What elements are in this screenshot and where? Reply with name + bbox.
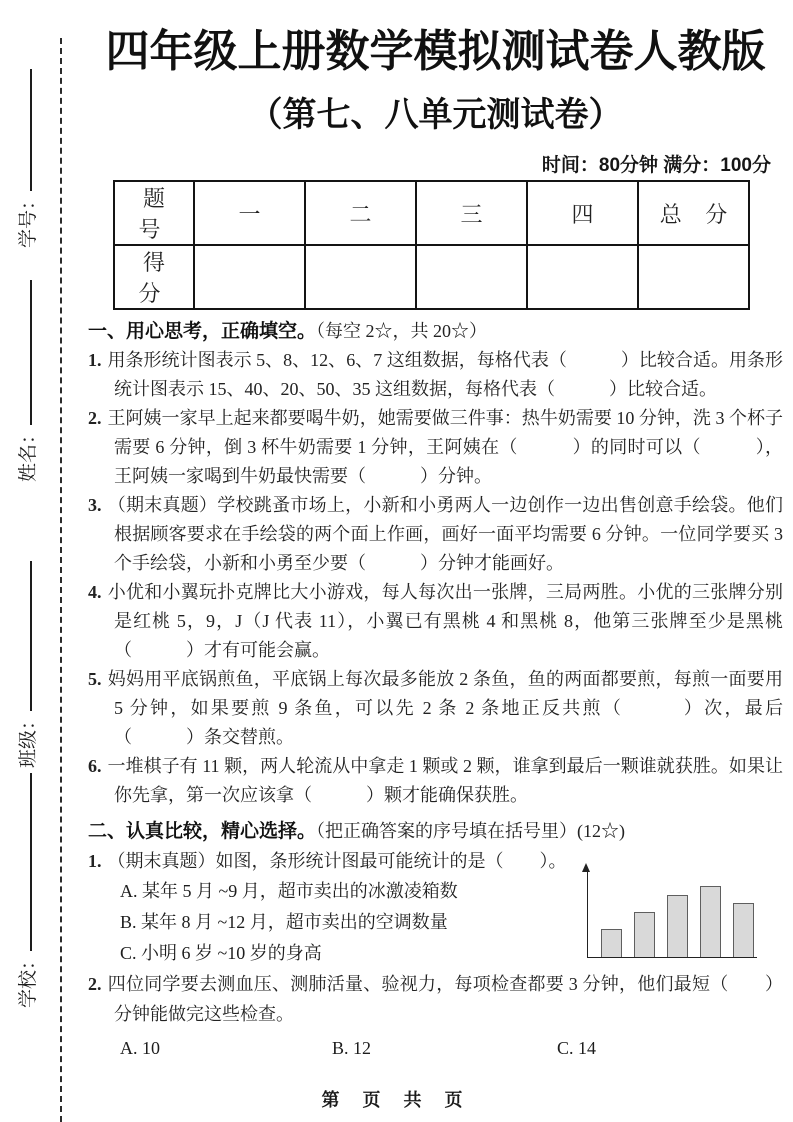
section-2-heading bbox=[88, 817, 783, 846]
choice-question-2-number: 2. bbox=[88, 974, 102, 994]
question-5 bbox=[88, 665, 783, 752]
score-table-header-row bbox=[114, 181, 749, 245]
score-empty-cell bbox=[638, 245, 749, 309]
exam-time-and-score-meta: 时间：80分钟 满分：100分 bbox=[541, 155, 771, 176]
choice-question-1-text: （期末真题）如图，条形统计图最可能统计的是（ ）。 bbox=[107, 851, 567, 871]
student-name-label: 姓名： bbox=[18, 424, 39, 482]
question-6-number: 6. bbox=[88, 756, 102, 776]
paper-subtitle: （第七、八单元测试卷） bbox=[248, 96, 623, 134]
class-blank-line bbox=[28, 561, 32, 711]
question-5-number: 5. bbox=[88, 669, 102, 689]
question-4 bbox=[88, 578, 783, 665]
score-empty-cell bbox=[527, 245, 638, 309]
student-id-label: 学号： bbox=[18, 190, 39, 248]
section-2-multiple-choice bbox=[88, 817, 783, 1064]
option-b: B. 12 bbox=[332, 1038, 372, 1058]
score-table-header-cell: 一 bbox=[194, 181, 305, 245]
question-3 bbox=[88, 491, 783, 578]
score-table-header-cell: 三 bbox=[416, 181, 527, 245]
question-4-text: 小优和小翼玩扑克牌比大小游戏，每人每次出一张牌，三局两胜。小优的三张牌分别是红桃 5，9，J（J 代表 11），小翼已有黑桃 4 和黑桃 8，他第三张牌至少是黑桃（ ）才有可能会赢。 bbox=[107, 582, 783, 660]
school-field bbox=[16, 773, 42, 1008]
section-1-fill-in-blanks bbox=[88, 317, 783, 810]
paper-title: 四年级上册数学模拟测试卷人教版 bbox=[105, 27, 766, 76]
choice-question-1-block bbox=[88, 846, 783, 969]
choice-question-2-text: 四位同学要去测血压、测肺活量、验视力，每项检查都要 3 分钟，他们最短（ ）分钟能做完这些检查。 bbox=[107, 974, 783, 1024]
question-1-number: 1. bbox=[88, 350, 102, 370]
score-table-header-cell: 四 bbox=[527, 181, 638, 245]
school-blank-line bbox=[28, 773, 32, 951]
question-4-number: 4. bbox=[88, 582, 102, 602]
section-2-heading-text: 二、认真比较，精心选择。 bbox=[88, 821, 317, 842]
question-2-number: 2. bbox=[88, 408, 102, 428]
class-label: 班级： bbox=[18, 710, 39, 768]
page-footer: 第 页 共 页 bbox=[321, 1090, 472, 1110]
school-label: 学校： bbox=[18, 950, 39, 1008]
score-table bbox=[113, 180, 750, 310]
score-table-header-cell: 二 bbox=[305, 181, 416, 245]
section-1-heading-text: 一、用心思考，正确填空。 bbox=[88, 321, 317, 342]
question-2-text: 王阿姨一家早上起来都要喝牛奶，她需要做三件事：热牛奶需要 10 分钟，洗 3 个杯子需要 6 分钟，倒 3 杯牛奶需要 1 分钟，王阿姨在（ ）的同时可以（ ），王阿姨一家喝到牛奶最快需要（ ）分钟。 bbox=[107, 408, 783, 486]
question-3-number: 3. bbox=[88, 495, 102, 515]
question-2 bbox=[88, 404, 783, 491]
choice-question-1-number: 1. bbox=[88, 851, 102, 871]
option-a: A. 10 bbox=[120, 1038, 160, 1058]
option-b: B. 某年 8 月 ~12 月，超市卖出的空调数量 bbox=[120, 912, 448, 932]
chart-bar bbox=[634, 912, 655, 957]
student-id-field bbox=[16, 69, 42, 248]
mini-bar-chart bbox=[587, 872, 757, 958]
student-name-field bbox=[16, 280, 42, 482]
option-a: A. 某年 5 月 ~9 月，超市卖出的冰激凌箱数 bbox=[120, 881, 458, 901]
score-table-header-cell: 总 分 bbox=[638, 181, 749, 245]
class-field bbox=[16, 561, 42, 768]
score-table-header-cell: 题 号 bbox=[114, 181, 194, 245]
chart-bar bbox=[700, 886, 721, 957]
cut-line-dashed-divider bbox=[60, 38, 62, 1122]
question-6-text: 一堆棋子有 11 颗，两人轮流从中拿走 1 颗或 2 颗，谁拿到最后一颗谁就获胜。如果让你先拿，第一次应该拿（ ）颗才能确保获胜。 bbox=[107, 756, 783, 805]
question-1-text: 用条形统计图表示 5、8、12、6、7 这组数据，每格代表（ ）比较合适。用条形统计图表示 15、40、20、50、35 这组数据，每格代表（ ）比较合适。 bbox=[107, 350, 783, 399]
score-row-label: 得 分 bbox=[114, 245, 194, 309]
section-1-heading-note: （每空 2☆，共 20☆） bbox=[316, 321, 488, 341]
chart-bar bbox=[667, 895, 688, 957]
question-5-text: 妈妈用平底锅煎鱼，平底锅上每次最多能放 2 条鱼，鱼的两面都要煎，每煎一面要用 5 分钟，如果要煎 9 条鱼，可以先 2 条 2 条地正反共煎（ ）次，最后（ ）条交替煎。 bbox=[107, 669, 783, 747]
paper-content bbox=[88, 0, 783, 1064]
choice-question-2-options bbox=[88, 1033, 783, 1064]
question-3-text: （期末真题）学校跳蚤市场上，小新和小勇两人一边创作一边出售创意手绘袋。他们根据顾客要求在手绘袋的两个面上作画，画好一面平均需要 6 分钟。一位同学要买 3 个手绘袋，小新和小勇至少要（ ）分钟才能画好。 bbox=[107, 495, 783, 573]
y-axis-arrow-icon bbox=[582, 863, 590, 872]
section-1-heading bbox=[88, 317, 783, 346]
score-empty-cell bbox=[416, 245, 527, 309]
choice-question-2 bbox=[88, 969, 783, 1029]
option-c: C. 14 bbox=[557, 1038, 597, 1058]
score-table-score-row bbox=[114, 245, 749, 309]
question-6 bbox=[88, 752, 783, 810]
chart-bar bbox=[601, 929, 622, 957]
question-1 bbox=[88, 346, 783, 404]
option-c: C. 小明 6 岁 ~10 岁的身高 bbox=[120, 943, 322, 963]
chart-bar bbox=[733, 903, 754, 957]
score-empty-cell bbox=[305, 245, 416, 309]
student-name-blank-line bbox=[28, 280, 32, 425]
score-empty-cell bbox=[194, 245, 305, 309]
student-id-blank-line bbox=[28, 69, 32, 191]
section-2-heading-note: （把正确答案的序号填在括号里）(12☆) bbox=[316, 821, 626, 841]
